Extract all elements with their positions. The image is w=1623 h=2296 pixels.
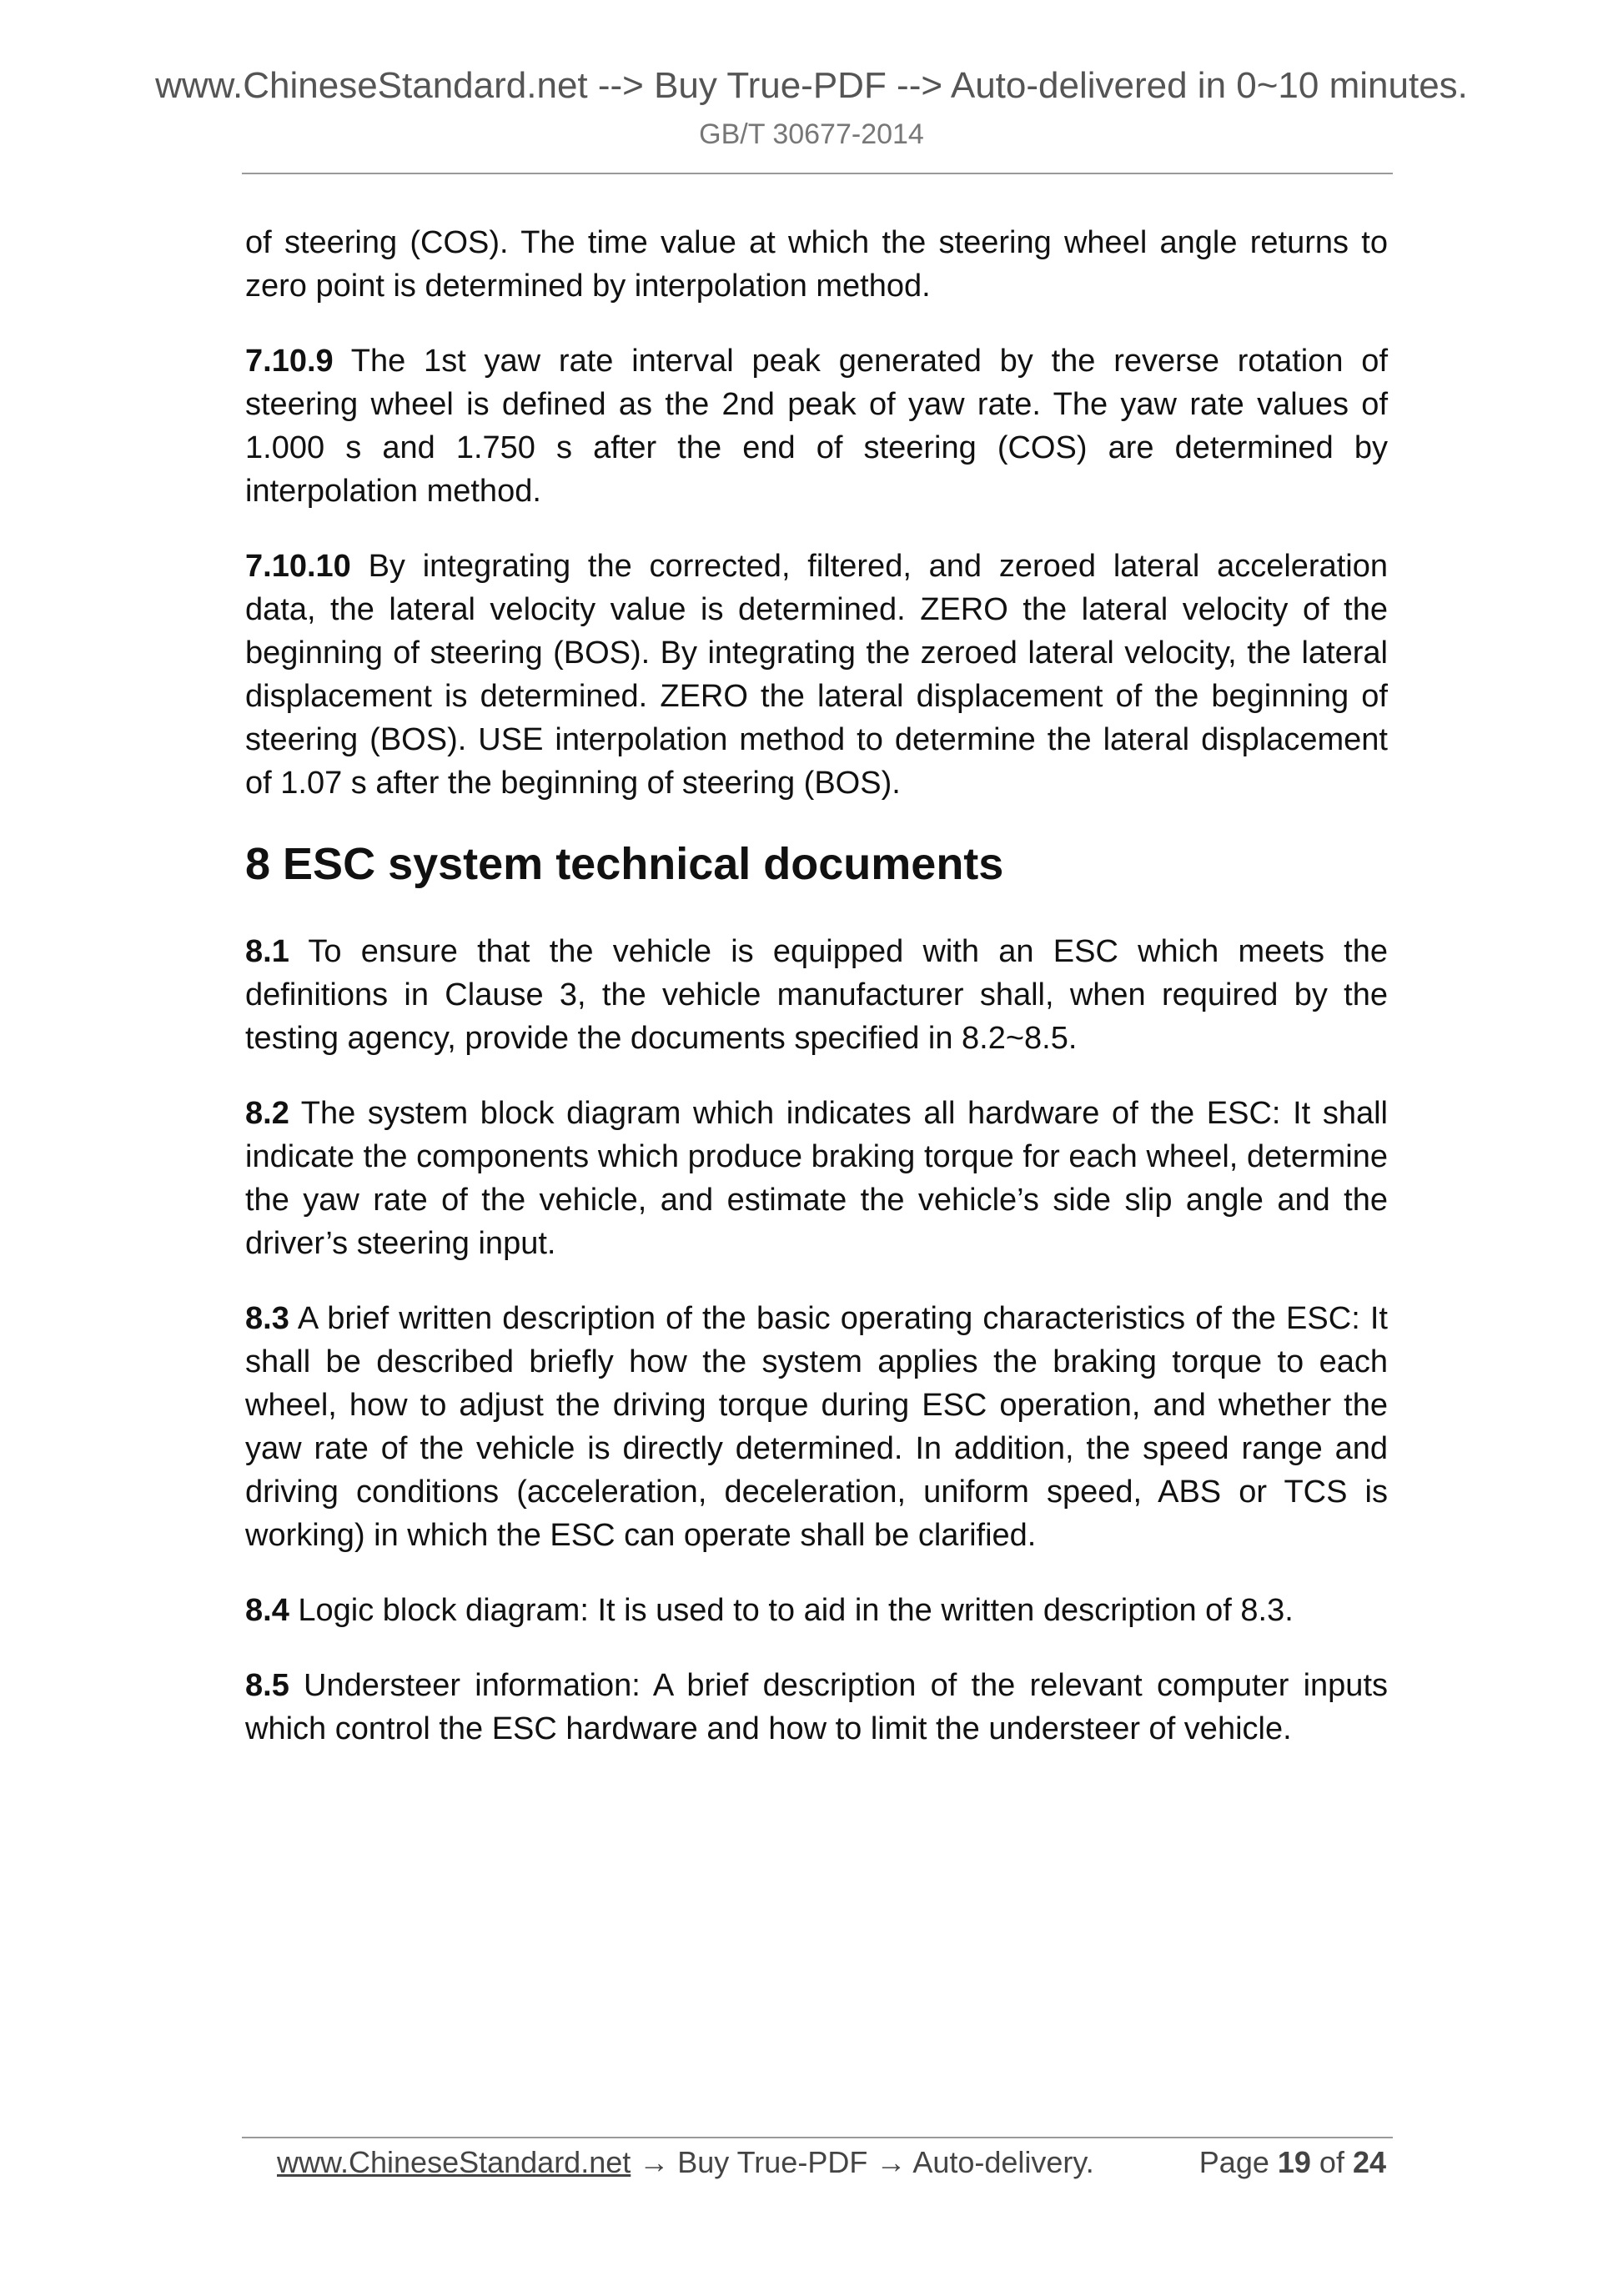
page-current: 19 <box>1277 2145 1311 2179</box>
page-of: of <box>1310 2145 1353 2179</box>
page-body <box>245 221 1388 1782</box>
clause-number: 7.10.9 <box>245 344 334 379</box>
paragraph-8-3 <box>245 1297 1388 1557</box>
paragraph-8-4 <box>245 1589 1388 1632</box>
paragraph-7-10-9 <box>245 339 1388 513</box>
paragraph-text: A brief written description of the basic operating characteristics of the ESC: It shall be described briefly how the system applies the braking torque to each wheel, how to adjust the driving torque during ESC operation, and whether the yaw rate of the vehicle is directly determined. In addition, the speed range and driving conditions (acceleration, deceleration, uniform speed, ABS or TCS is working) in which the ESC can operate shall be clarified. <box>245 1301 1388 1553</box>
page-footer <box>277 2142 1386 2183</box>
header-divider <box>242 173 1393 174</box>
page-total: 24 <box>1352 2145 1386 2179</box>
paragraph-text: The 1st yaw rate interval peak generated by the reverse rotation of steering wheel is defined as the 2nd peak of yaw rate. The yaw rate values of 1.000 s and 1.750 s after the end of steering (COS) are determined by interpolation method. <box>245 344 1388 509</box>
paragraph-text: The system block diagram which indicates all hardware of the ESC: It shall indicate the components which produce braking torque for each wheel, determine the yaw rate of the vehicle, and estimate the vehicle’s side slip angle and the driver’s steering input. <box>245 1096 1388 1261</box>
paragraph-8-2 <box>245 1092 1388 1265</box>
clause-number: 8.4 <box>245 1593 289 1628</box>
paragraph-text: Understeer information: A brief description of the relevant computer inputs which control the ESC hardware and how to limit the understeer of vehicle. <box>245 1668 1388 1746</box>
paragraph-8-1 <box>245 930 1388 1060</box>
paragraph-text: By integrating the corrected, filtered, and zeroed lateral acceleration data, the lateral velocity value is determined. ZERO the lateral velocity of the beginning of steering (BOS). By integrating the zeroed lateral velocity, the lateral displacement is determined. ZERO the lateral displacement of the beginning of steering (BOS). USE interpolation method to determine the lateral displacement of 1.07 s after the beginning of steering (BOS). <box>245 549 1388 801</box>
document-code: GB/T 30677-2014 <box>699 118 924 150</box>
section-heading-8: 8 ESC system technical documents <box>245 839 1004 889</box>
footer-site-link[interactable]: www.ChineseStandard.net <box>277 2145 631 2179</box>
paragraph-8-5 <box>245 1664 1388 1751</box>
footer-divider <box>242 2137 1393 2138</box>
page-number <box>1199 2142 1386 2183</box>
page-label: Page <box>1198 2145 1278 2179</box>
clause-number: 8.3 <box>245 1301 289 1336</box>
clause-number: 8.1 <box>245 934 289 969</box>
paragraph-text: To ensure that the vehicle is equipped with an ESC which meets the definitions in Clause 3, the vehicle manufacturer shall, when required by the testing agency, provide the documents specified in 8.2~8.5. <box>245 934 1388 1056</box>
footer-promo <box>277 2142 1094 2183</box>
header-banner: www.ChineseStandard.net --> Buy True-PDF --> Auto-delivered in 0~10 minutes. <box>155 65 1468 106</box>
clause-number: 8.2 <box>245 1096 289 1131</box>
paragraph-text: of steering (COS). The time value at which the steering wheel angle returns to zero point is determined by interpolation method. <box>245 225 1388 304</box>
clause-number: 7.10.10 <box>245 549 351 584</box>
paragraph-cos-continuation <box>245 221 1388 308</box>
paragraph-7-10-10 <box>245 545 1388 805</box>
clause-number: 8.5 <box>245 1668 289 1703</box>
paragraph-text: Logic block diagram: It is used to to aid in the written description of 8.3. <box>289 1593 1294 1628</box>
footer-tagline: → Buy True-PDF → Auto-delivery. <box>631 2145 1094 2179</box>
